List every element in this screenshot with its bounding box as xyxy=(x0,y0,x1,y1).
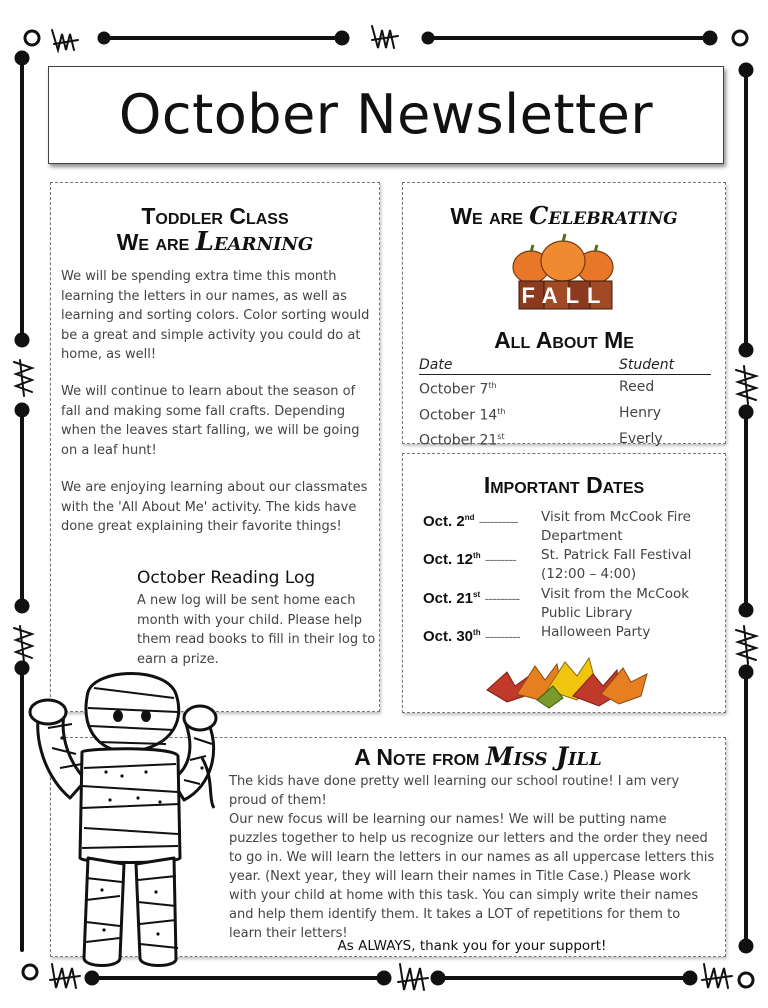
celebrating-panel xyxy=(402,182,726,449)
learning-heading-prefix: We are xyxy=(116,229,190,255)
note-paragraph-2: Our new focus will be learning our names! We will be putting name puzzles together to help us recognize our letters and the order they need to go in. We will learn the letters in our names as all uppercase letters this year. (Next year, they will learn their names in Title Case.) Please work with your child at home with this task. You can simply write their names and help them identify them. It takes a LOT of repetitions for them to learn their letters! xyxy=(229,812,715,941)
important-dates-panel xyxy=(402,453,726,713)
toddler-class-panel xyxy=(50,182,380,712)
toddler-paragraph-2: We will continue to learn about the season of fall and making some fall crafts. Depending when the leaves start falling, we will be going on a leaf hunt! xyxy=(61,384,360,458)
list-item: Oct. 30th --------- Halloween Party xyxy=(423,623,713,647)
all-about-me-heading: All About Me xyxy=(494,327,634,353)
celebrating-heading xyxy=(403,201,725,230)
list-item: Oct. 21st --------- Visit from the McCook Public Library xyxy=(423,585,713,609)
date-description: Visit from the McCook Public Library xyxy=(541,586,690,621)
date-cell: October 14th xyxy=(419,406,506,424)
note-paragraph-1: The kids have done pretty well learning our school routine! I am very proud of them! xyxy=(229,774,680,808)
date-cell: October 7th xyxy=(419,381,497,398)
note-heading-fancy: Miss Jill xyxy=(485,742,602,771)
all-about-me-table xyxy=(419,357,711,452)
note-heading xyxy=(231,742,725,771)
newsletter-title: October Newsletter xyxy=(118,83,654,146)
title-banner xyxy=(48,66,724,164)
date-cell: October 21st xyxy=(419,432,505,449)
date-label: Oct. 12th xyxy=(423,551,481,568)
list-item: Oct. 12th -------- St. Patrick Fall Festival (12:00 – 4:00) xyxy=(423,546,713,570)
student-cell: Everly xyxy=(619,430,663,447)
column-header-date: Date xyxy=(419,357,619,375)
date-label: Oct. 30th xyxy=(423,628,481,645)
learning-heading-fancy: Learning xyxy=(195,227,314,257)
fall-pumpkins-graphic xyxy=(507,233,619,313)
date-label: Oct. 2nd xyxy=(423,513,475,530)
table-row xyxy=(419,375,711,401)
student-cell: Henry xyxy=(619,404,662,421)
reading-log-body: A new log will be sent home each month with your child. Please help them read books to fill in their log to earn a prize. xyxy=(137,593,376,667)
celebrating-heading-prefix: We are xyxy=(450,203,523,229)
date-description: Visit from McCook Fire Department xyxy=(541,509,691,544)
date-description: Halloween Party xyxy=(541,624,651,640)
toddler-heading: Toddler Class xyxy=(141,203,289,229)
toddler-paragraph-1: We will be spending extra time this month learning the letters in our names, as well as learning and sorting colors. Color sorting would be a great and simple activity you could do at home, as well! xyxy=(61,269,370,362)
celebrating-heading-fancy: Celebrating xyxy=(529,201,678,230)
toddler-paragraph-3: We are enjoying learning about our classmates with the 'All About Me' activity. The kids have done great explaining their favorite things! xyxy=(61,480,368,534)
column-header-student: Student xyxy=(619,357,711,375)
fall-graphic-text: FALL xyxy=(521,283,609,308)
student-cell: Reed xyxy=(619,379,655,396)
table-row xyxy=(419,426,711,452)
reading-log-title: October Reading Log xyxy=(137,568,316,588)
note-closing: As ALWAYS, thank you for your support! xyxy=(337,938,607,954)
list-item: Oct. 2nd ---------- Visit from McCook Fire Department xyxy=(423,508,713,532)
mummy-illustration xyxy=(26,668,232,978)
date-description: St. Patrick Fall Festival (12:00 – 4:00) xyxy=(541,547,692,582)
note-heading-prefix: A Note from xyxy=(354,744,480,770)
date-label: Oct. 21st xyxy=(423,590,481,607)
important-dates-heading: Important Dates xyxy=(483,472,645,498)
learning-heading xyxy=(51,227,379,257)
table-row xyxy=(419,401,711,427)
autumn-leaves-icon xyxy=(477,650,657,710)
